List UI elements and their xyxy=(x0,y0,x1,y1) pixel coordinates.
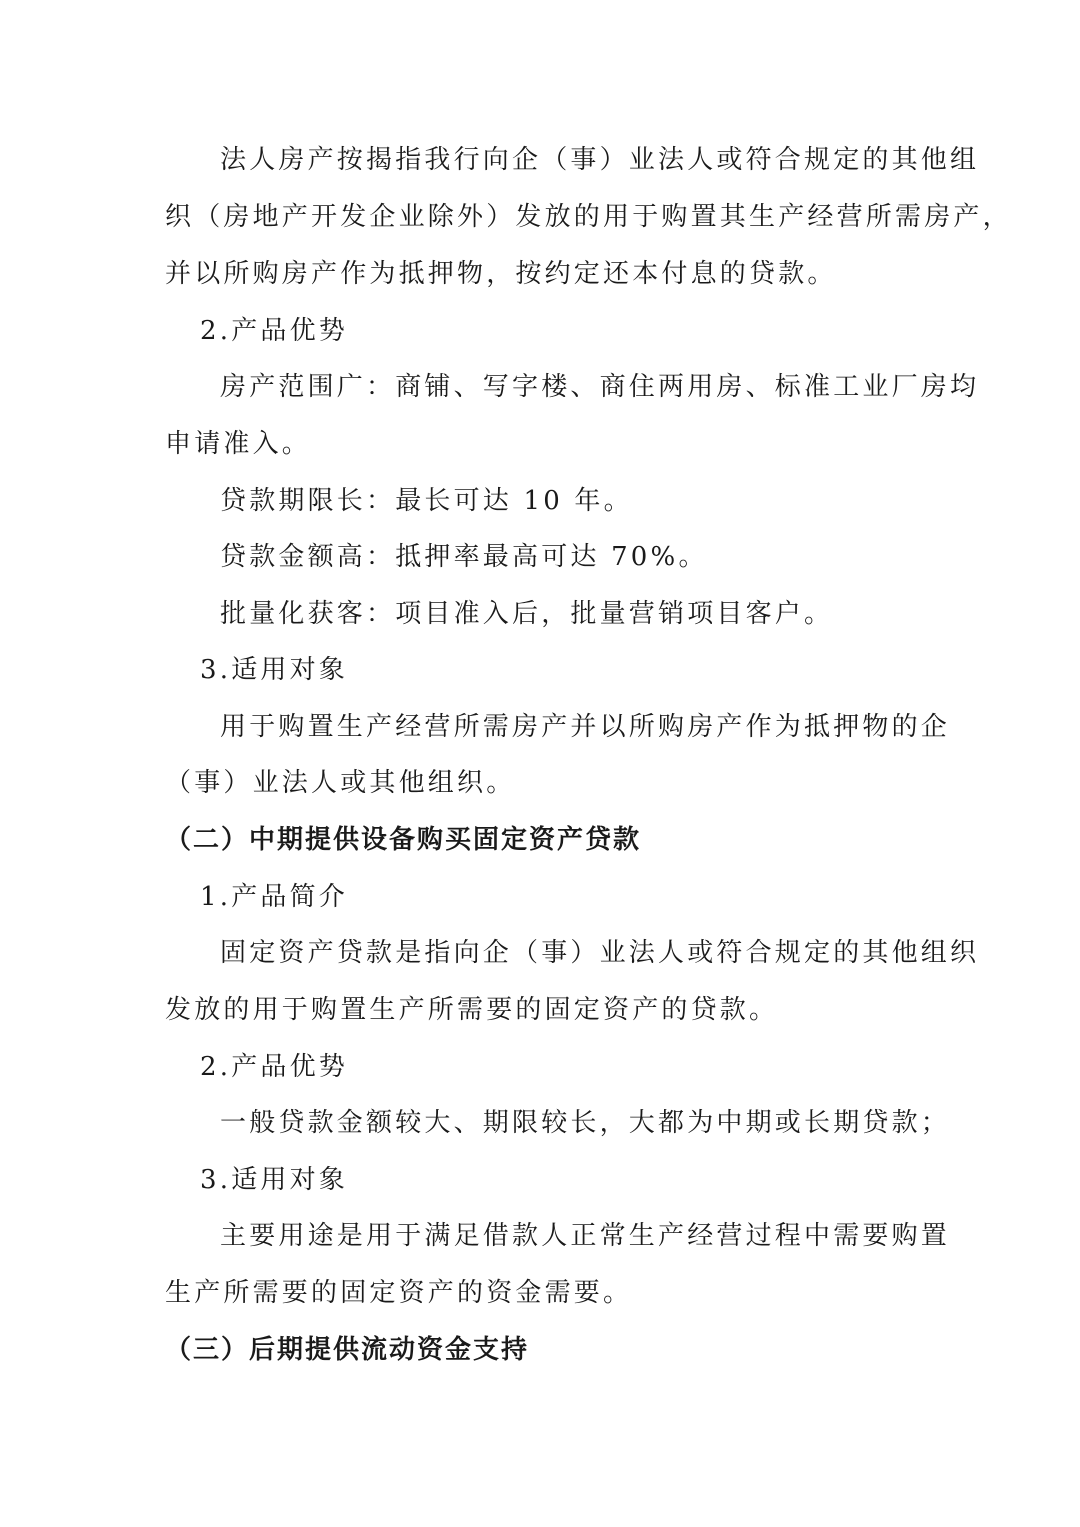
section-heading: （二）中期提供设备购买固定资产贷款 xyxy=(165,825,642,855)
paragraph-line: 生产所需要的固定资产的资金需要。 xyxy=(165,1278,633,1308)
paragraph-line: 一般贷款金额较大、期限较长，大都为中期或长期贷款； xyxy=(220,1108,951,1138)
subheading-applicable-objects: 3.适用对象 xyxy=(200,1165,349,1195)
paragraph-line: 发放的用于购置生产所需要的固定资产的贷款。 xyxy=(165,995,779,1025)
paragraph-line: 法人房产按揭指我行向企（事）业法人或符合规定的其他组 xyxy=(220,145,980,175)
section-heading: （三）后期提供流动资金支持 xyxy=(165,1335,530,1365)
paragraph-line: 贷款期限长：最长可达 10 年。 xyxy=(220,486,633,516)
paragraph-line: 申请准入。 xyxy=(165,429,312,459)
subheading-product-advantage: 2.产品优势 xyxy=(200,316,349,346)
paragraph-line: 房产范围广：商铺、写字楼、商住两用房、标准工业厂房均 xyxy=(220,372,980,402)
paragraph-line: 固定资产贷款是指向企（事）业法人或符合规定的其他组织 xyxy=(220,938,980,968)
paragraph-line: （事）业法人或其他组织。 xyxy=(165,768,516,798)
paragraph-line: 用于购置生产经营所需房产并以所购房产作为抵押物的企 xyxy=(220,712,951,742)
subheading-product-intro: 1.产品简介 xyxy=(200,882,349,912)
subheading-applicable-objects: 3.适用对象 xyxy=(200,655,349,685)
paragraph-line: 并以所购房产作为抵押物，按约定还本付息的贷款。 xyxy=(165,259,837,289)
paragraph-line: 主要用途是用于满足借款人正常生产经营过程中需要购置 xyxy=(220,1221,951,1251)
paragraph-line: 贷款金额高：抵押率最高可达 70%。 xyxy=(220,542,708,572)
paragraph-line: 织（房地产开发企业除外）发放的用于购置其生产经营所需房产， xyxy=(165,202,1012,232)
paragraph-line: 批量化获客：项目准入后，批量营销项目客户。 xyxy=(220,599,834,629)
subheading-product-advantage: 2.产品优势 xyxy=(200,1052,349,1082)
